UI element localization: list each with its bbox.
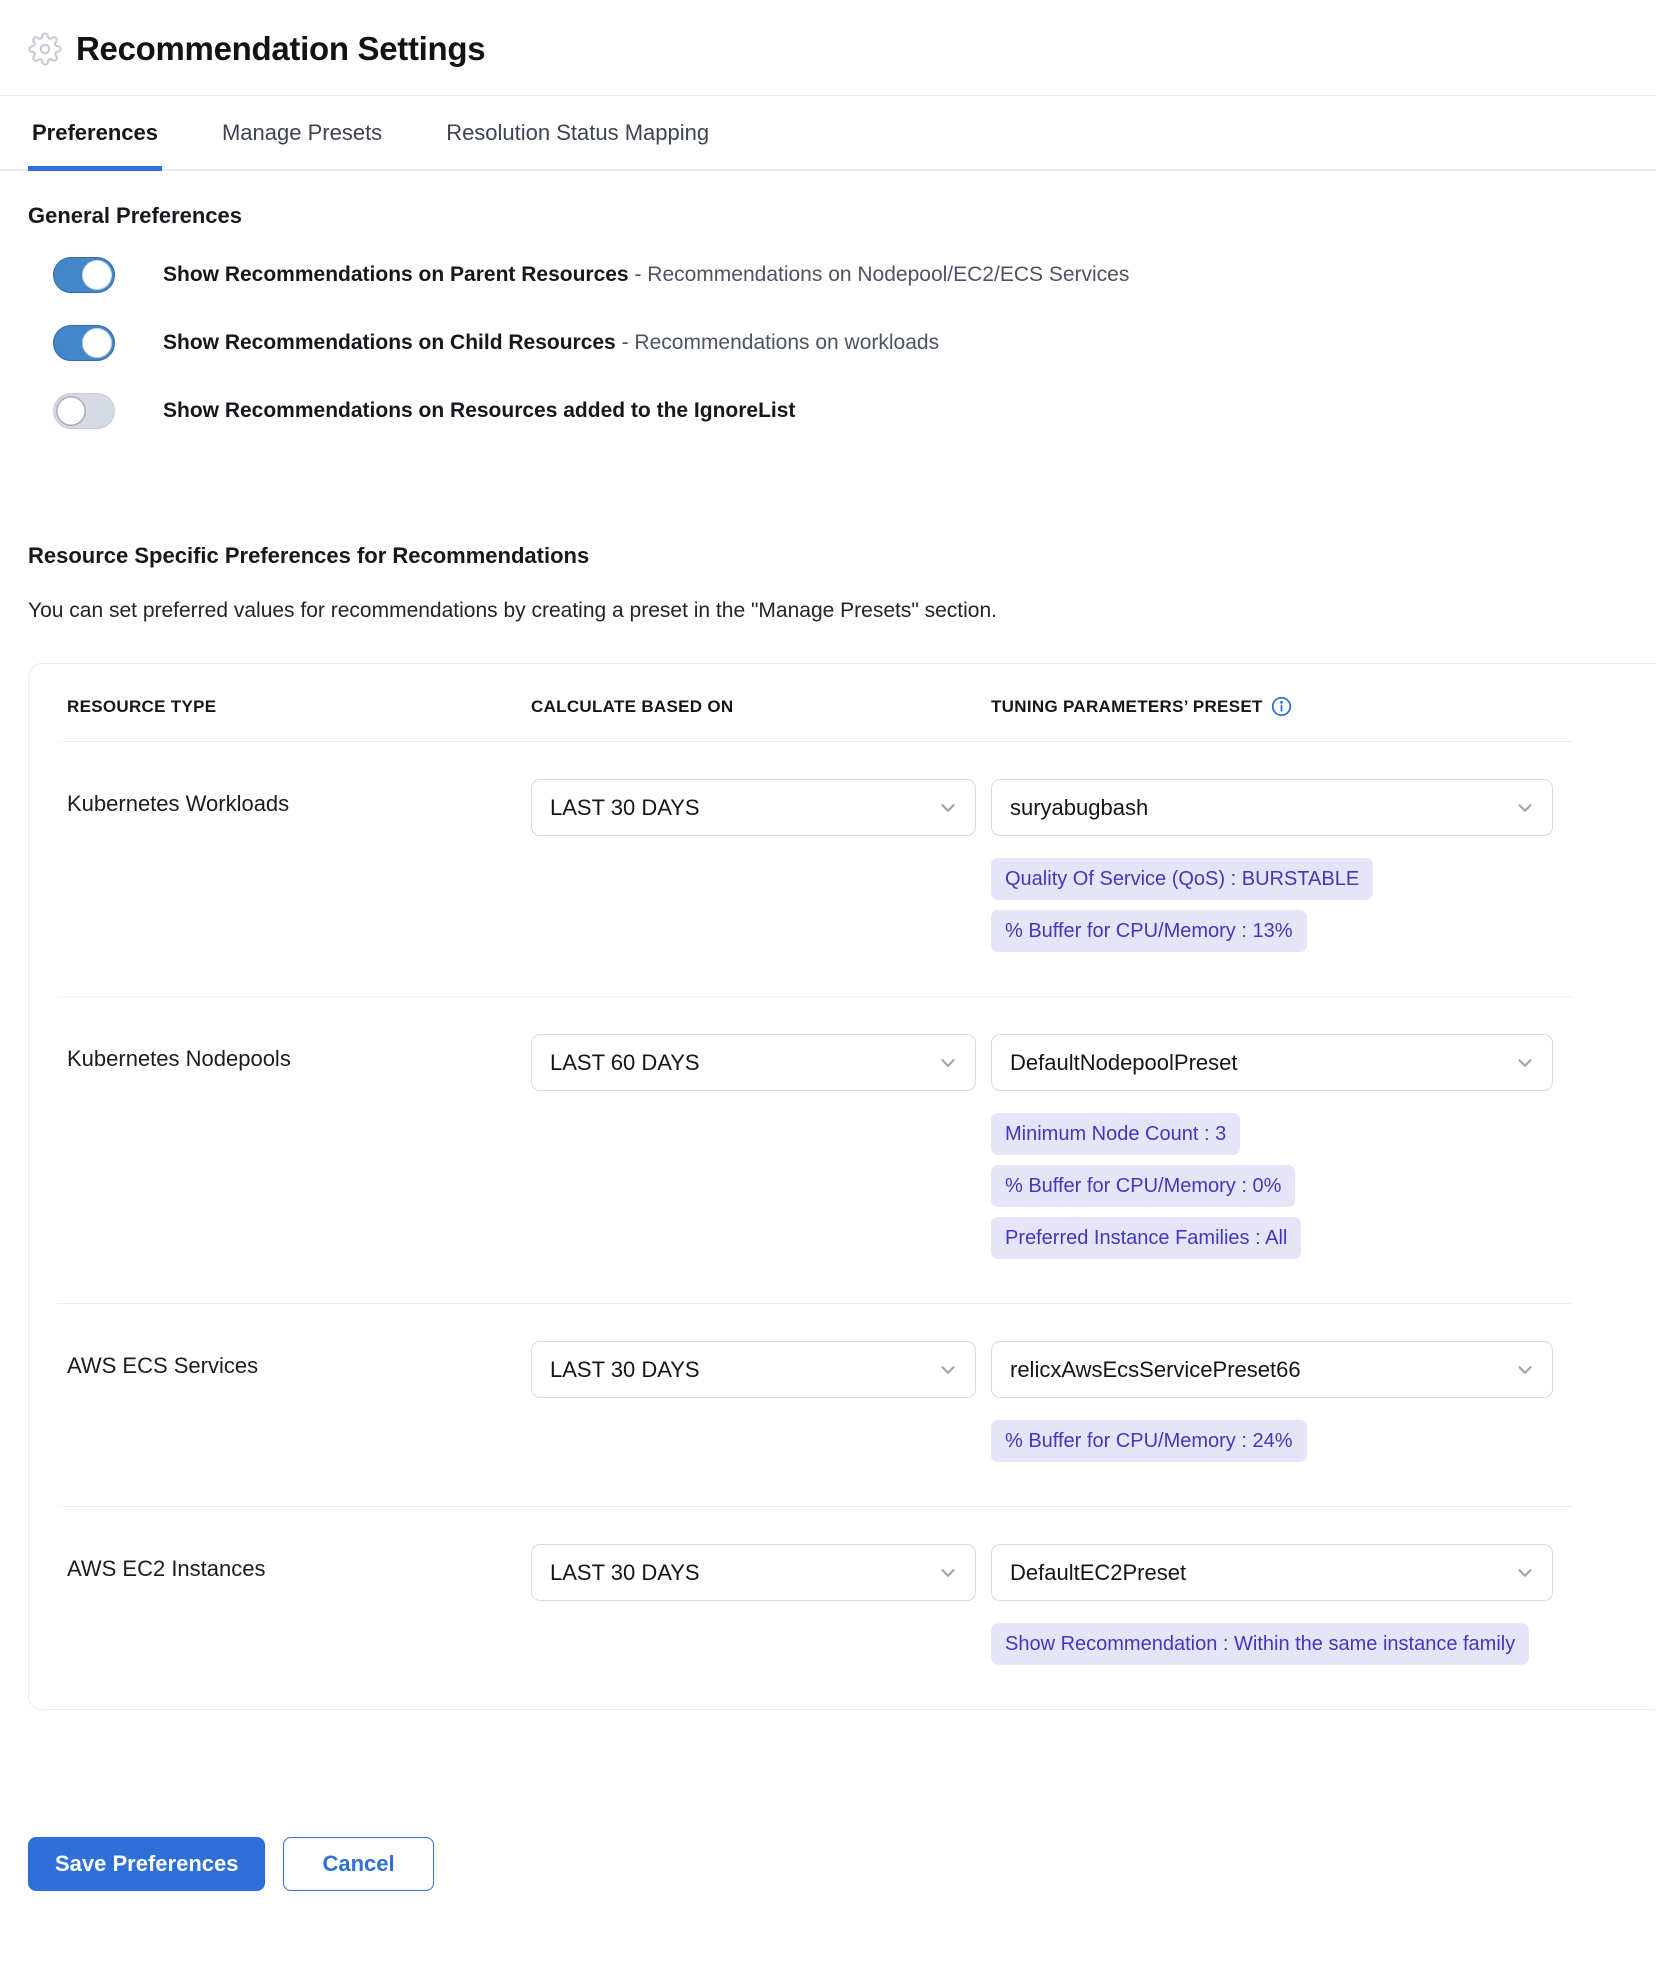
toggle-switch[interactable] <box>53 393 115 429</box>
toggle-row <box>53 325 1628 361</box>
preset-badges <box>991 1623 1553 1665</box>
preset-badge: % Buffer for CPU/Memory : 0% <box>991 1165 1295 1207</box>
chevron-down-icon <box>1514 1359 1536 1381</box>
tuning-preset-cell <box>991 779 1627 952</box>
calculate-based-on-cell <box>531 1544 991 1665</box>
info-icon[interactable] <box>1271 696 1292 717</box>
chevron-down-icon <box>937 1359 959 1381</box>
toggle-knob <box>56 396 86 426</box>
page-title: Recommendation Settings <box>76 30 486 67</box>
toggle-text <box>163 329 939 357</box>
toggle-text <box>163 261 1129 289</box>
column-header-calculate-based-on: CALCULATE BASED ON <box>531 696 734 716</box>
table-row <box>29 1303 1656 1506</box>
footer-actions <box>28 1837 1656 1891</box>
calculate-based-on-select[interactable] <box>531 1341 976 1398</box>
column-header-resource-type: RESOURCE TYPE <box>67 696 217 716</box>
calculate-based-on-select[interactable] <box>531 779 976 836</box>
preset-badges <box>991 1113 1553 1259</box>
column-header-tuning-preset <box>991 696 1627 717</box>
toggle-switch[interactable] <box>53 257 115 293</box>
preferences-table-header <box>29 664 1656 741</box>
preset-badges <box>991 1420 1553 1462</box>
table-row <box>29 996 1656 1303</box>
preset-badge: % Buffer for CPU/Memory : 24% <box>991 1420 1307 1462</box>
preferences-table-body <box>29 741 1656 1709</box>
resource-type-cell: Kubernetes Nodepools <box>67 1046 291 1071</box>
toggle-label: Show Recommendations on Parent Resources <box>163 262 629 286</box>
cancel-button[interactable]: Cancel <box>283 1837 433 1891</box>
preset-badges <box>991 858 1553 952</box>
tuning-preset-cell <box>991 1034 1627 1259</box>
preferences-table <box>28 663 1656 1710</box>
preset-badge: Minimum Node Count : 3 <box>991 1113 1240 1155</box>
toggle-row <box>53 257 1628 293</box>
preset-badge: % Buffer for CPU/Memory : 13% <box>991 910 1307 952</box>
preset-value: suryabugbash <box>1010 794 1149 820</box>
general-preferences-heading: General Preferences <box>28 203 243 228</box>
preset-value: relicxAwsEcsServicePreset66 <box>1010 1356 1301 1382</box>
chevron-down-icon <box>937 797 959 819</box>
tab-bar <box>0 96 1656 171</box>
preset-value: DefaultEC2Preset <box>1010 1559 1187 1585</box>
tab-preferences[interactable]: Preferences <box>28 96 162 171</box>
resource-preferences-description: You can set preferred values for recommendations by creating a preset in the "Manage Presets" section. <box>28 599 997 622</box>
tab-manage-presets[interactable]: Manage Presets <box>218 96 386 171</box>
column-header-tuning-preset-label: TUNING PARAMETERS’ PRESET <box>991 696 1263 716</box>
calculate-based-on-select[interactable] <box>531 1544 976 1601</box>
chevron-down-icon <box>1514 1562 1536 1584</box>
table-row <box>29 1506 1656 1709</box>
calculate-based-on-value: LAST 30 DAYS <box>550 794 700 820</box>
chevron-down-icon <box>937 1562 959 1584</box>
toggle-switch[interactable] <box>53 325 115 361</box>
tuning-preset-cell <box>991 1544 1627 1665</box>
resource-type-cell: Kubernetes Workloads <box>67 791 290 816</box>
resource-type-cell: AWS ECS Services <box>67 1353 259 1378</box>
calculate-based-on-value: LAST 30 DAYS <box>550 1356 700 1382</box>
calculate-based-on-value: LAST 30 DAYS <box>550 1559 700 1585</box>
page-header <box>0 0 1656 68</box>
toggle-label: Show Recommendations on Resources added to the IgnoreList <box>163 398 796 422</box>
calculate-based-on-cell <box>531 1034 991 1259</box>
preset-select[interactable] <box>991 1544 1553 1601</box>
preset-badge: Preferred Instance Families : All <box>991 1217 1301 1259</box>
preset-select[interactable] <box>991 1341 1553 1398</box>
toggle-knob <box>82 260 112 290</box>
general-toggles <box>53 257 1628 429</box>
chevron-down-icon <box>937 1052 959 1074</box>
toggle-text <box>163 397 795 425</box>
calculate-based-on-value: LAST 60 DAYS <box>550 1049 700 1075</box>
preset-value: DefaultNodepoolPreset <box>1010 1049 1238 1075</box>
preset-badge: Quality Of Service (QoS) : BURSTABLE <box>991 858 1373 900</box>
tuning-preset-cell <box>991 1341 1627 1462</box>
calculate-based-on-cell <box>531 779 991 952</box>
toggle-knob <box>82 328 112 358</box>
chevron-down-icon <box>1514 1052 1536 1074</box>
tab-resolution-status-mapping[interactable]: Resolution Status Mapping <box>442 96 713 171</box>
preset-select[interactable] <box>991 1034 1553 1091</box>
save-preferences-button[interactable]: Save Preferences <box>28 1837 265 1891</box>
preset-select[interactable] <box>991 779 1553 836</box>
calculate-based-on-select[interactable] <box>531 1034 976 1091</box>
gear-icon <box>28 32 62 66</box>
table-row <box>29 741 1656 996</box>
preset-badge: Show Recommendation : Within the same instance family <box>991 1623 1529 1665</box>
toggle-label: Show Recommendations on Child Resources <box>163 330 616 354</box>
toggle-row <box>53 393 1628 429</box>
calculate-based-on-cell <box>531 1341 991 1462</box>
toggle-description: - Recommendations on Nodepool/EC2/ECS Services <box>634 262 1130 286</box>
resource-preferences-heading: Resource Specific Preferences for Recommendations <box>28 543 590 568</box>
resource-type-cell: AWS EC2 Instances <box>67 1556 266 1581</box>
toggle-description: - Recommendations on workloads <box>621 330 940 354</box>
chevron-down-icon <box>1514 797 1536 819</box>
